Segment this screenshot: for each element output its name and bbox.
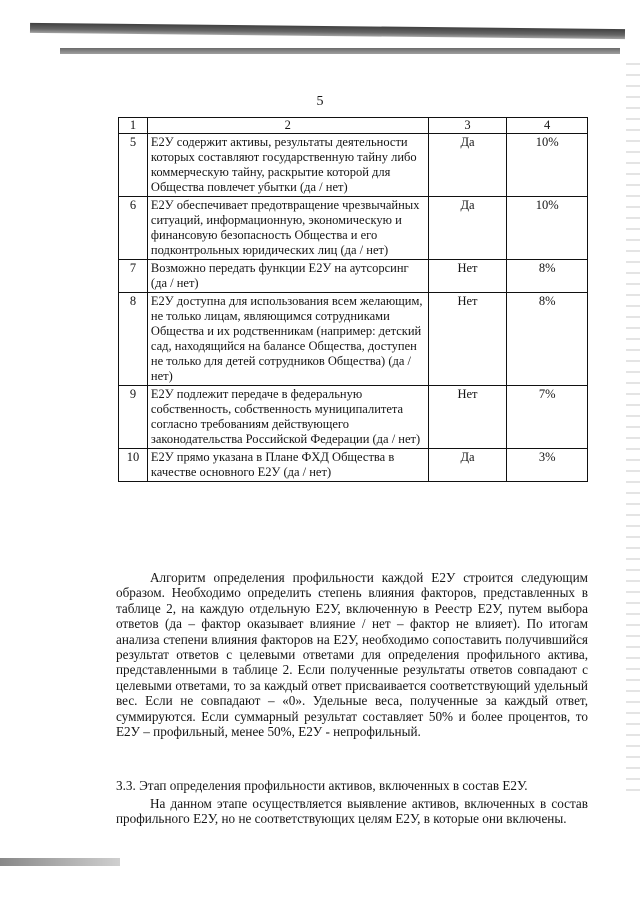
table-row [119,134,588,197]
row-factor: Е2У доступна для использования всем желающим, не только лицам, являющимся сотрудниками Общества и их родственникам (например: детский сад, находящийся на балансе Общества, доступен не только для детей сотрудников Общества) (да / нет) [147,293,428,386]
row-answer: Нет [428,293,507,386]
row-number: 5 [119,134,148,197]
row-number: 8 [119,293,148,386]
row-factor: Е2У прямо указана в Плане ФХД Общества в качестве основного Е2У (да / нет) [147,449,428,482]
header-cell-1: 1 [119,118,148,134]
row-weight: 3% [507,449,588,482]
row-factor: Е2У содержит активы, результаты деятельности которых составляют государственную тайну либо коммерческую тайну, раскрытие которой для Общества повлечет убытки (да / нет) [147,134,428,197]
row-weight: 8% [507,293,588,386]
row-number: 6 [119,197,148,260]
scan-artifact-right [626,60,640,800]
algorithm-paragraph: Алгоритм определения профильности каждой Е2У строится следующим образом. Необходимо определить степень влияния факторов, представленных в таблице 2, на каждую отдельную Е2У, включенную в Реестр Е2У, путем выбора ответов (да – фактор оказывает влияние / нет – фактор не влияет). По итогам анализа степени влияния факторов на Е2У, необходимо сопоставить получившийся результат ответов с целевыми ответами для определения профильного актива, представленными в таблице 2. Если полученные результаты ответов совпадают с целевыми ответами, то за каждый ответ присваивается соответствующий удельный вес. Если не совпадают – «0». Удельные веса, полученные за каждый ответ, суммируются. Если суммарный результат составляет 50% и более процентов, то Е2У – профильный, менее 50%, Е2У - непрофильный. [116,570,588,740]
scan-artifact-top-2 [60,48,620,54]
row-answer: Нет [428,386,507,449]
row-factor: Возможно передать функции Е2У на аутсорсинг (да / нет) [147,260,428,293]
table-row [119,386,588,449]
row-answer: Да [428,197,507,260]
table-row [119,197,588,260]
row-weight: 10% [507,134,588,197]
table-row [119,260,588,293]
row-answer: Да [428,449,507,482]
header-cell-2: 2 [147,118,428,134]
table-row [119,449,588,482]
page-number: 5 [316,94,324,109]
row-weight: 10% [507,197,588,260]
header-cell-4: 4 [507,118,588,134]
row-weight: 8% [507,260,588,293]
row-answer: Да [428,134,507,197]
table-row [119,293,588,386]
section-heading: 3.3. Этап определения профильности активов, включенных в состав Е2У. [116,778,528,793]
row-number: 10 [119,449,148,482]
row-factor: Е2У подлежит передаче в федеральную собственность, собственность муниципалитета согласно требованиям действующего законодательства Российской Федерации (да / нет) [147,386,428,449]
scan-artifact-top [30,23,625,39]
row-number: 9 [119,386,148,449]
table-header-row [119,118,588,134]
row-number: 7 [119,260,148,293]
row-factor: Е2У обеспечивает предотвращение чрезвычайных ситуаций, информационную, экономическую и финансовую безопасность Общества и его подконтрольных юридических лиц (да / нет) [147,197,428,260]
row-weight: 7% [507,386,588,449]
header-cell-3: 3 [428,118,507,134]
factors-table [118,117,588,482]
scan-artifact-bottom [0,858,120,866]
stage-paragraph: На данном этапе осуществляется выявление активов, включенных в состав профильного Е2У, но не соответствующих целям Е2У, в которые они включены. [116,796,588,827]
row-answer: Нет [428,260,507,293]
